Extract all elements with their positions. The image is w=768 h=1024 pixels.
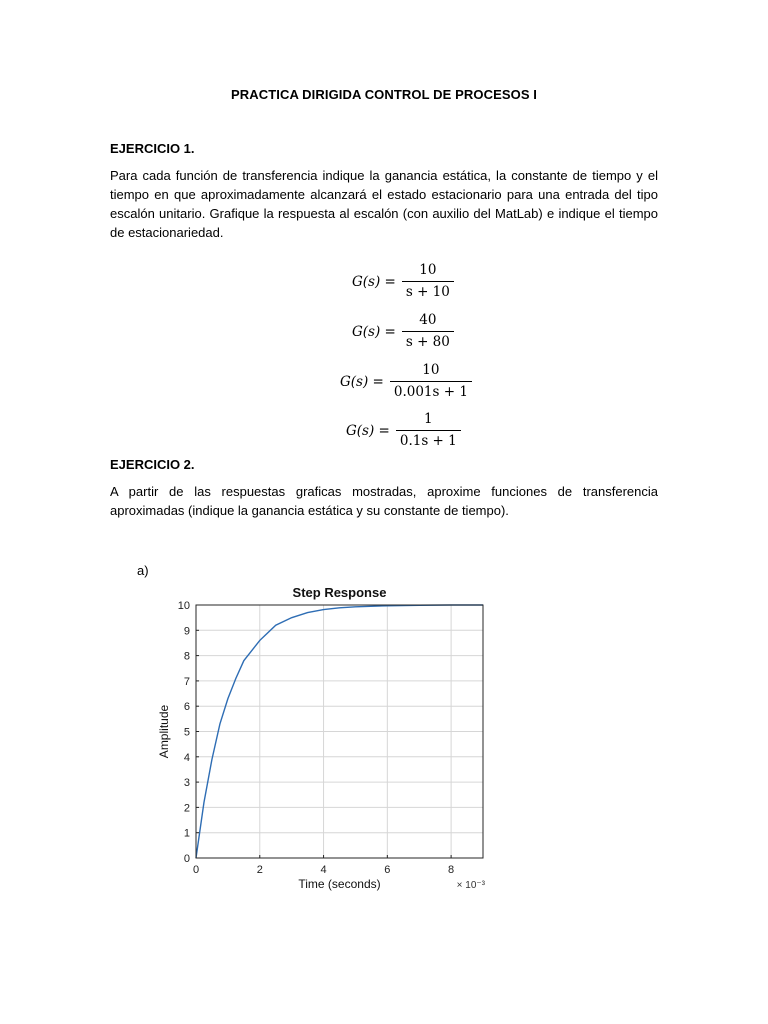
y-tick-label: 6: [183, 701, 190, 714]
equation-1-lhs: G(s) =: [352, 273, 396, 290]
y-tick-label: 2: [183, 802, 190, 815]
y-tick-label: 1: [183, 827, 190, 840]
x-axis-label: Time (seconds): [298, 877, 381, 891]
equation-2-fraction: [402, 312, 454, 351]
exercise-1-text: Para cada función de transferencia indique la ganancia estática, la constante de tiempo y el tiempo en que aproximadamente alcanzará el estado estacionario para una entrada del tipo escalón unitario. Grafique la respuesta al escalón (con auxilio del MatLab) e indique el tiempo de estacionariedad.: [110, 168, 658, 240]
equation-2-numerator: 40: [419, 312, 437, 328]
chart-title: Step Response: [292, 585, 387, 600]
y-tick-label: 7: [183, 675, 190, 688]
equation-1: [352, 262, 454, 301]
equation-1-numerator: 10: [419, 262, 437, 278]
x-tick-label: 0: [192, 864, 200, 876]
equation-2-denominator: s + 80: [402, 331, 454, 351]
y-tick-label: 10: [177, 600, 190, 612]
exercise-2-heading: EJERCICIO 2.: [110, 457, 195, 472]
x-axis-multiplier: × 10⁻³: [456, 880, 485, 891]
equation-4: [346, 411, 461, 450]
equation-3-numerator: 10: [422, 362, 440, 378]
part-a-label: a): [137, 563, 149, 578]
x-tick-label: 8: [448, 864, 455, 876]
equation-4-denominator: 0.1s + 1: [396, 430, 461, 450]
step-response-chart: [150, 572, 500, 897]
y-tick-label: 5: [183, 726, 190, 739]
x-tick-label: 4: [320, 864, 327, 876]
x-tick-label: 2: [256, 864, 263, 876]
document-title: PRACTICA DIRIGIDA CONTROL DE PROCESOS I: [230, 87, 538, 102]
y-tick-label: 4: [183, 751, 190, 764]
exercise-2-text: A partir de las respuestas graficas mostradas, aproxime funciones de transferencia aproximadas (indique la ganancia estática y su constante de tiempo).: [110, 484, 658, 518]
y-tick-label: 0: [183, 853, 190, 865]
equation-2-lhs: G(s) =: [352, 323, 396, 340]
equation-3: [340, 362, 472, 401]
equation-1-fraction: [402, 262, 454, 301]
x-tick-label: 6: [384, 864, 391, 876]
y-tick-label: 3: [183, 777, 190, 790]
y-axis-label: Amplitude: [157, 704, 171, 759]
equation-3-fraction: [390, 362, 472, 401]
equation-4-fraction: [396, 411, 461, 450]
y-tick-label: 9: [183, 625, 190, 638]
exercise-1-heading: EJERCICIO 1.: [110, 141, 195, 156]
equation-4-lhs: G(s) =: [346, 422, 390, 439]
equation-1-denominator: s + 10: [402, 281, 454, 301]
equation-4-numerator: 1: [424, 411, 433, 427]
y-tick-label: 8: [183, 650, 190, 663]
equation-2: [352, 312, 454, 351]
equation-3-denominator: 0.001s + 1: [390, 381, 472, 401]
equation-3-lhs: G(s) =: [340, 373, 384, 390]
